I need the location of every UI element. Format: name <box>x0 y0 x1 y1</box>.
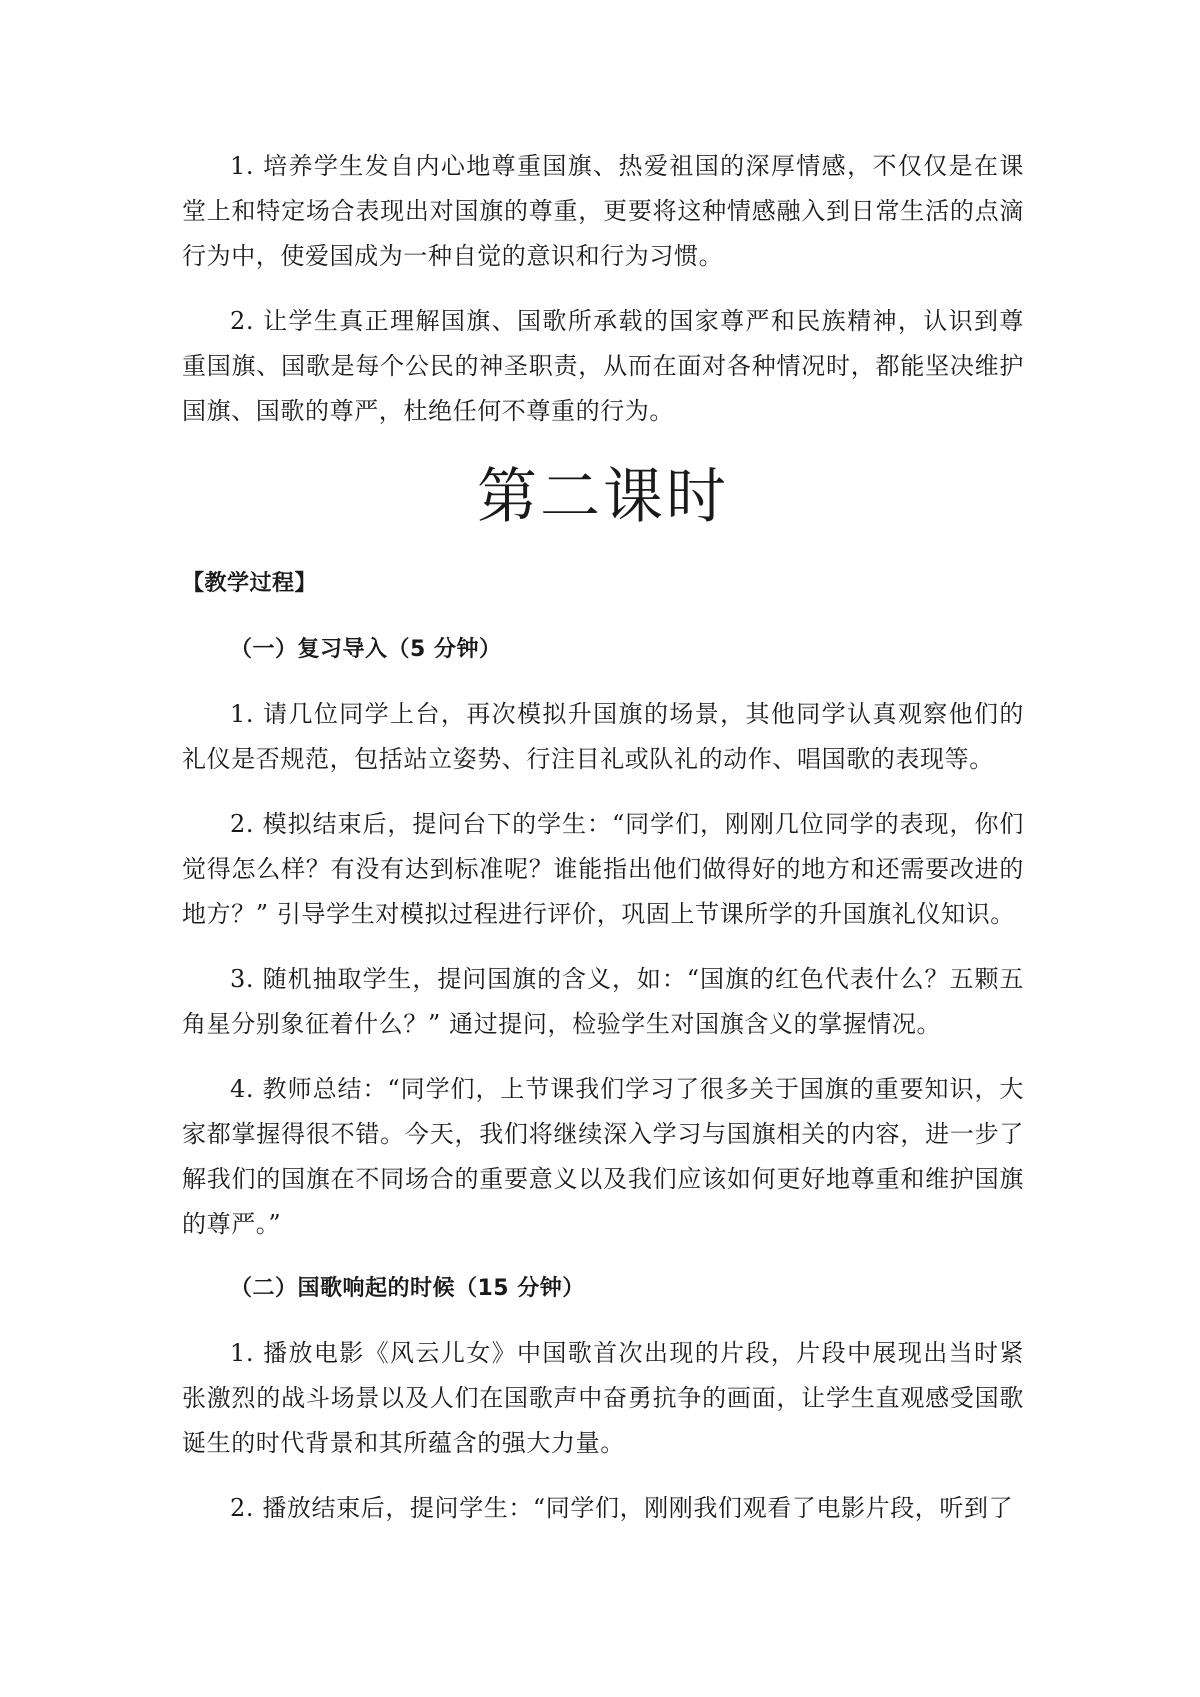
part1-paragraph-1: 1. 请几位同学上台，再次模拟升国旗的场景，其他同学认真观察他们的礼仪是否规范，包括站立姿势、行注目礼或队礼的动作、唱国歌的表现等。 <box>182 700 1024 773</box>
objective-paragraph-2: 2. 让学生真正理解国旗、国歌所承载的国家尊严和民族精神，认识到尊重国旗、国歌是每个公民的神圣职责，从而在面对各种情况时，都能坚决维护国旗、国歌的尊严，杜绝任何不尊重的行为。 <box>182 307 1024 425</box>
document-content <box>182 144 1024 1551</box>
objective-paragraph-1: 1. 培养学生发自内心地尊重国旗、热爱祖国的深厚情感，不仅仅是在课堂上和特定场合表现出对国旗的尊重，更要将这种情感融入到日常生活的点滴行为中，使爱国成为一种自觉的意识和行为习惯。 <box>182 152 1024 270</box>
part1-paragraph-4: 4. 教师总结：“同学们，上节课我们学习了很多关于国旗的重要知识，大家都掌握得很不错。今天，我们将继续深入学习与国旗相关的内容，进一步了解我们的国旗在不同场合的重要意义以及我们应该如何更好地尊重和维护国旗的尊严。” <box>182 1075 1024 1238</box>
part2-paragraph-1: 1. 播放电影《风云儿女》中国歌首次出现的片段，片段中展现出当时紧张激烈的战斗场景以及人们在国歌声中奋勇抗争的画面，让学生直观感受国歌诞生的时代背景和其所蕴含的强大力量。 <box>182 1339 1024 1457</box>
part2-paragraph-2: 2. 播放结束后，提问学生：“同学们，刚刚我们观看了电影片段，听到了 <box>230 1494 1014 1522</box>
part1-paragraph-2: 2. 模拟结束后，提问台下的学生：“同学们，刚刚几位同学的表现，你们觉得怎么样？有没有达到标准呢？谁能指出他们做得好的地方和还需要改进的地方？” 引导学生对模拟过程进行评价，巩固上节课所学的升国旗礼仪知识。 <box>182 810 1024 928</box>
section-label-teaching-process: 【教学过程】 <box>182 571 318 596</box>
part2-heading: （二）国歌响起的时候（15 分钟） <box>230 1276 585 1301</box>
lesson-title: 第二课时 <box>477 462 729 532</box>
part1-paragraph-3: 3. 随机抽取学生，提问国旗的含义，如：“国旗的红色代表什么？五颗五角星分别象征着什么？” 通过提问，检验学生对国旗含义的掌握情况。 <box>182 965 1024 1038</box>
part1-heading: （一）复习导入（5 分钟） <box>230 637 502 662</box>
